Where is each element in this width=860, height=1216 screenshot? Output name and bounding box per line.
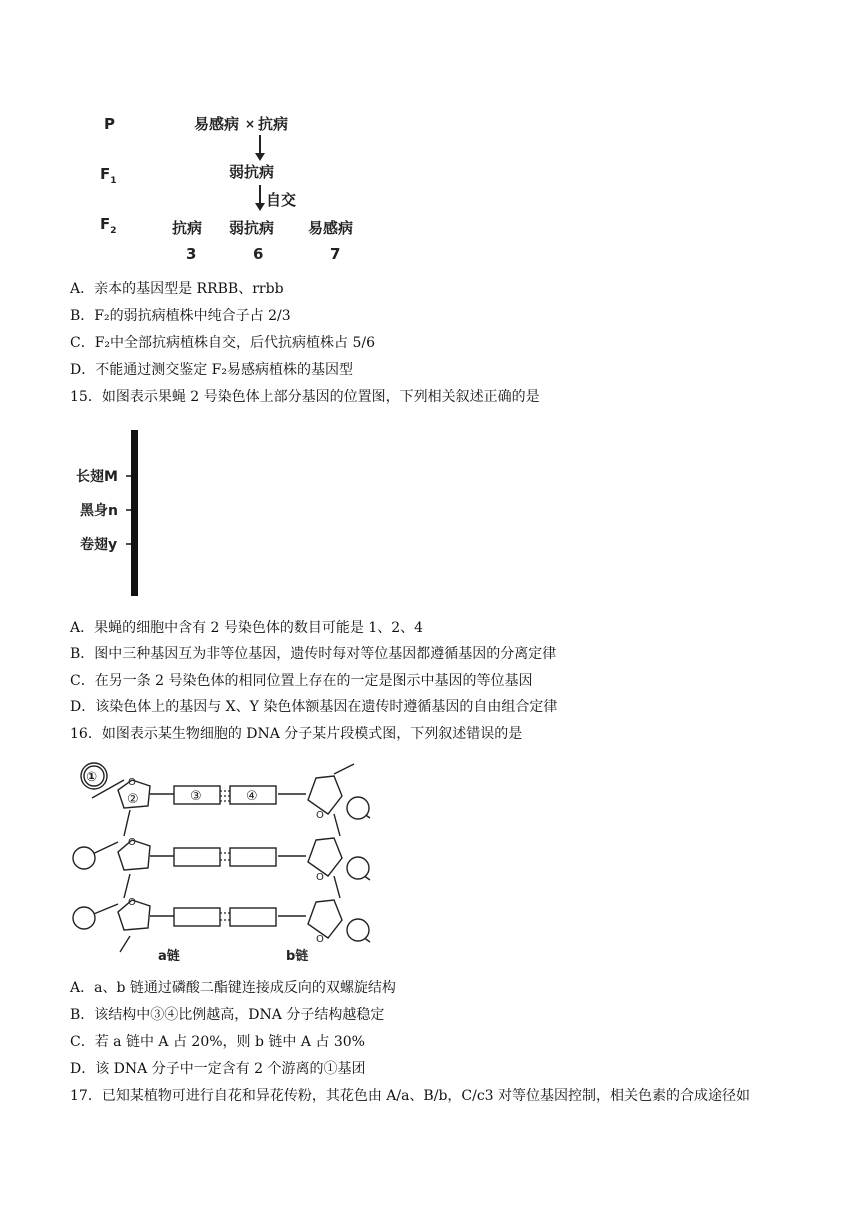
parent-resistant: 抗病 (258, 115, 289, 133)
generation-f1-label: $F_1$ (100, 165, 117, 186)
q16-stem: 16．如图表示某生物细胞的 DNA 分子某片段模式图，下列叙述错误的是 (70, 726, 523, 742)
label-ring-o: O (128, 837, 136, 848)
f2-resistant: 抗病 (172, 219, 203, 237)
label-chain-a: a链 (158, 949, 180, 964)
gene-long-wing: 长翅M (76, 469, 118, 485)
chromosome-bar (131, 430, 138, 596)
base-rect (174, 848, 220, 866)
q16-option-c: C．若 a 链中 A 占 20%，则 b 链中 A 占 30% (70, 1034, 365, 1050)
phosphate-circle (347, 919, 369, 941)
q14-option-d: D．不能通过测交鉴定 F₂易感病植株的基因型 (70, 362, 353, 378)
q15-option-a: A．果蝇的细胞中含有 2 号染色体的数目可能是 1、2、4 (70, 620, 424, 636)
label-ring-o: O (128, 897, 136, 908)
label-phosphate: ① (86, 770, 98, 785)
q16-option-a: A．a、b 链通过磷酸二酯键连接成反向的双螺旋结构 (70, 980, 396, 996)
f2-weak-resistant: 弱抗病 (229, 219, 275, 237)
label-ring-o: O (128, 777, 136, 788)
label-ring-o: O (316, 934, 324, 945)
gene-black-body: 黑身n (80, 503, 118, 519)
phosphate-circle (73, 907, 95, 929)
q17-stem: 17．已知某植物可进行自花和异花传粉，其花色由 A/a、B/b，C/c3 对等位基因控制，相关色素的合成途径如 (70, 1088, 751, 1104)
f1-phenotype: 弱抗病 (229, 163, 275, 181)
cross-symbol: × (245, 117, 256, 131)
q15-option-c: C．在另一条 2 号染色体的相同位置上存在的一定是图示中基因的等位基因 (70, 673, 533, 689)
chromosome-diagram (72, 428, 162, 598)
base-rect (230, 848, 276, 866)
base-rect (230, 908, 276, 926)
base-rect (174, 908, 220, 926)
selfing-label: 自交 (266, 191, 297, 209)
phosphate-circle (73, 847, 95, 869)
phosphate-circle (347, 857, 369, 879)
q15-option-b: B．图中三种基因互为非等位基因，遗传时每对等位基因都遵循基因的分离定律 (70, 646, 557, 662)
f2-susceptible: 易感病 (308, 219, 354, 237)
generation-f2-label: $F_2$ (100, 215, 117, 236)
gene-curly-wing: 卷翅y (80, 537, 118, 553)
label-base-left: ③ (190, 789, 202, 804)
label-chain-b: b链 (286, 949, 309, 964)
q15-stem: 15．如图表示果蝇 2 号染色体上部分基因的位置图，下列相关叙述正确的是 (70, 389, 540, 405)
q14-option-a: A．亲本的基因型是 RRBB、rrbb (70, 281, 284, 297)
label-ring-o: O (316, 872, 324, 883)
q14-option-b: B．F₂的弱抗病植株中纯合子占 2/3 (70, 308, 291, 324)
dna-fragment-diagram (72, 756, 392, 966)
sugar-pentagon (308, 838, 342, 876)
label-base-right: ④ (246, 789, 258, 804)
sugar-pentagon (308, 900, 342, 938)
sugar-pentagon (308, 776, 342, 814)
label-sugar: ② (127, 792, 139, 807)
genetic-cross-diagram (90, 105, 410, 265)
q16-option-d: D．该 DNA 分子中一定含有 2 个游离的①基团 (70, 1061, 366, 1077)
ratio-resistant: 3 (186, 245, 197, 263)
generation-p-label: P (104, 115, 115, 133)
parent-susceptible: 易感病 (194, 115, 240, 133)
q14-option-c: C．F₂中全部抗病植株自交，后代抗病植株占 5/6 (70, 335, 376, 351)
label-ring-o: O (316, 810, 324, 821)
q16-option-b: B．该结构中③④比例越高，DNA 分子结构越稳定 (70, 1007, 385, 1023)
ratio-weak-resistant: 6 (253, 245, 264, 263)
q15-option-d: D．该染色体上的基因与 X、Y 染色体额基因在遗传时遵循基因的自由组合定律 (70, 699, 558, 715)
ratio-susceptible: 7 (330, 245, 341, 263)
phosphate-circle (347, 797, 369, 819)
